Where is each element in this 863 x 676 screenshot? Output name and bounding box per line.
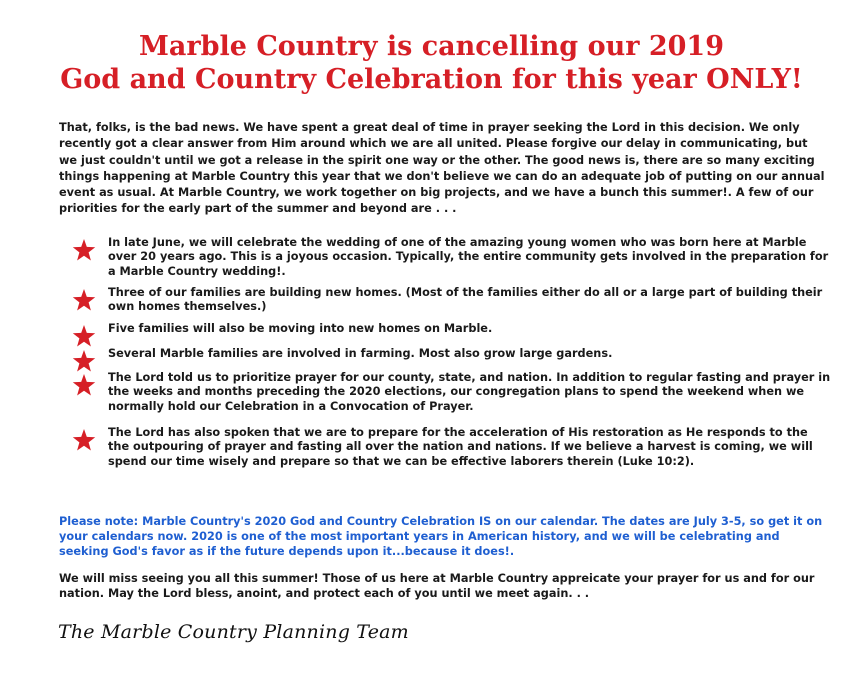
headline-line-2: God and Country Celebration for this year ONLY!	[60, 64, 803, 95]
red-star-icon	[72, 373, 96, 397]
priorities-list	[72, 236, 832, 469]
list-item-text: Three of our families are building new homes. (Most of the families either do all or a large part of building their own homes themselves.)	[108, 285, 823, 314]
list-item-text: The Lord told us to prioritize prayer for our county, state, and nation. In addition to regular fasting and prayer in the weeks and months preceding the 2020 elections, our congregation plans to spend the weekend when we normally hold our Celebration in a Convocation of Prayer.	[108, 371, 831, 413]
headline-line-1: Marble Country is cancelling our 2019	[139, 31, 724, 62]
closing-paragraph: We will miss seeing you all this summer! Those of us here at Marble Country appreicate your prayer for us and for our nation. May the Lord bless, anoint, and protect each of you until we meet again. . .	[59, 572, 815, 600]
list-item	[72, 426, 832, 469]
red-star-icon	[72, 324, 96, 348]
list-item-text: In late June, we will celebrate the wedding of one of the amazing young women who was born here at Marble over 20 years ago. This is a joyous occasion. Typically, the entire community gets involved in the preparation for a Marble Country wedding!.	[108, 236, 829, 278]
red-star-icon	[72, 349, 96, 373]
red-star-icon	[72, 288, 96, 312]
list-item	[72, 371, 832, 414]
calendar-note: Please note: Marble Country's 2020 God and Country Celebration IS on our calendar. The dates are July 3-5, so get it on your calendars now. 2020 is one of the most important years in American history, and we will be celebrating and seeking God's favor as if the future depends upon it...because it does!.	[59, 515, 823, 558]
list-item	[72, 322, 832, 336]
red-star-icon	[72, 428, 96, 452]
signature: The Marble Country Planning Team	[58, 621, 409, 643]
intro-paragraph: That, folks, is the bad news. We have spent a great deal of time in prayer seeking the Lord in this decision. We only recently got a clear answer from Him around which we are all united. Please forgive our delay in communicating, but we just couldn't until we got a release in the spirit one way or the other. The good news is, there are so many exciting things happening at Marble Country this year that we don't believe we can do an adequate job of putting on our annual event as usual. At Marble Country, we work together on big projects, and we have a bunch this summer!. A few of our priorities for the early part of the summer and beyond are . . .	[59, 121, 825, 216]
list-item	[72, 347, 832, 361]
red-star-icon	[72, 238, 96, 262]
headline	[0, 30, 863, 96]
list-item-text: The Lord has also spoken that we are to prepare for the acceleration of His restoration as He responds to the the outpouring of prayer and fasting all over the nation and nations. If we believe a harvest is coming, we will spend our time wisely and prepare so that we can be effective laborers therein (Luke 10:2).	[108, 425, 813, 468]
list-item	[72, 286, 832, 315]
list-item	[72, 236, 832, 279]
list-item-text: Five families will also be moving into new homes on Marble.	[108, 322, 493, 336]
list-item-text: Several Marble families are involved in farming. Most also grow large gardens.	[108, 346, 613, 360]
